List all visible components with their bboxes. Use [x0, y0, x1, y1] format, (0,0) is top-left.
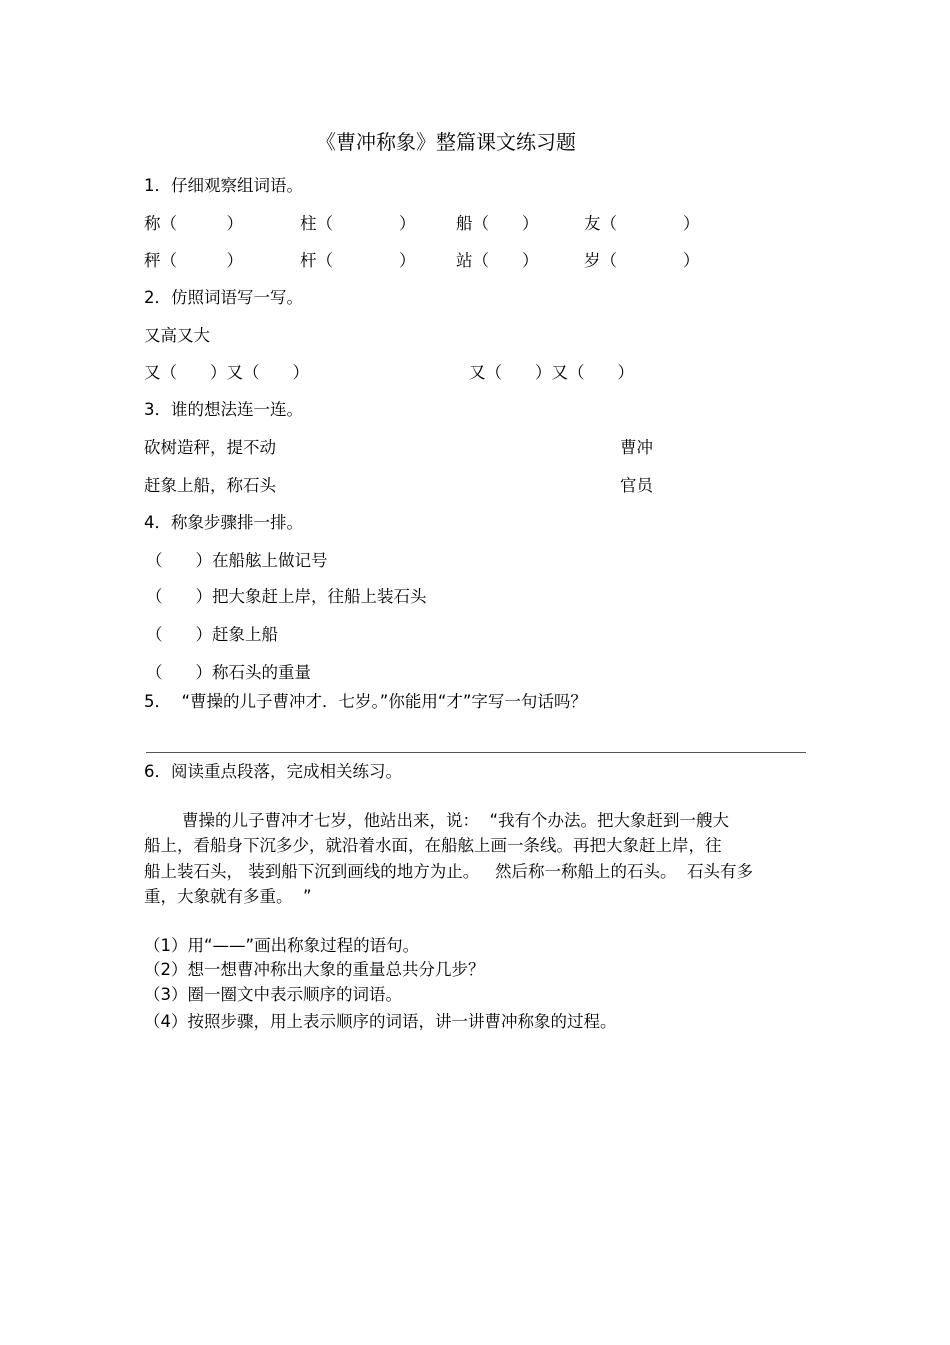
word-blank[interactable]: 岁（ ） — [584, 251, 700, 270]
step-item[interactable]: （ ）把大象赶上岸，往船上装石头 — [146, 587, 427, 606]
passage-line: 船上装石头， 装到船下沉到画线的地方为止。 然后称一称船上的石头。 石头有多 — [144, 862, 753, 881]
word-blank[interactable]: 站（ ） — [456, 251, 539, 270]
idea-item[interactable]: 砍树造秤，提不动 — [144, 438, 276, 457]
task-item: （2）想一想曹冲称出大象的重量总共分几步？ — [144, 960, 485, 979]
task-item: （4）按照步骤，用上表示顺序的词语，讲一讲曹冲称象的过程。 — [144, 1012, 617, 1031]
question-4-heading: 4．称象步骤排一排。 — [144, 513, 303, 532]
passage-line: 船上，看船身下沉多少，就沿着水面，在船舷上画一条线。再把大象赶上岸，往 — [144, 836, 722, 855]
word-blank[interactable]: 友（ ） — [584, 214, 700, 233]
word-blank[interactable]: 杆（ ） — [300, 251, 416, 270]
passage-line: 重，大象就有多重。 ” — [144, 887, 312, 906]
word-blank[interactable]: 柱（ ） — [300, 214, 416, 233]
idea-item[interactable]: 赶象上船，称石头 — [144, 476, 276, 495]
step-item[interactable]: （ ）在船舷上做记号 — [146, 551, 328, 570]
page-title: 《曹冲称象》整篇课文练习题 — [316, 130, 576, 154]
person-item[interactable]: 曹冲 — [620, 438, 653, 457]
word-blank[interactable]: 称（ ） — [144, 214, 243, 233]
word-blank[interactable]: 秤（ ） — [144, 251, 243, 270]
task-item: （1）用“——”画出称象过程的语句。 — [144, 936, 420, 955]
question-3-heading: 3．谁的想法连一连。 — [144, 400, 303, 419]
task-item: （3）圈一圈文中表示顺序的词语。 — [144, 985, 402, 1004]
step-item[interactable]: （ ）称石头的重量 — [146, 663, 311, 682]
question-5-heading: 5． “曹操的儿子曹冲才．七岁。”你能用“才”字写一句话吗？ — [144, 692, 587, 711]
passage-line: 曹操的儿子曹冲才七岁，他站出来，说： “我有个办法。把大象赶到一艘大 — [182, 811, 730, 830]
person-item[interactable]: 官员 — [620, 476, 653, 495]
phrase-blank[interactable]: 又（ ）又（ ） — [144, 363, 309, 382]
step-item[interactable]: （ ）赶象上船 — [146, 625, 278, 644]
question-2-heading: 2．仿照词语写一写。 — [144, 288, 303, 307]
question-1-heading: 1．仔细观察组词语。 — [144, 176, 303, 195]
answer-line[interactable] — [146, 752, 806, 753]
word-blank[interactable]: 船（ ） — [456, 214, 539, 233]
phrase-blank[interactable]: 又（ ）又（ ） — [469, 363, 634, 382]
question-6-heading: 6．阅读重点段落，完成相关练习。 — [144, 762, 402, 781]
example-phrase: 又高又大 — [144, 326, 210, 345]
